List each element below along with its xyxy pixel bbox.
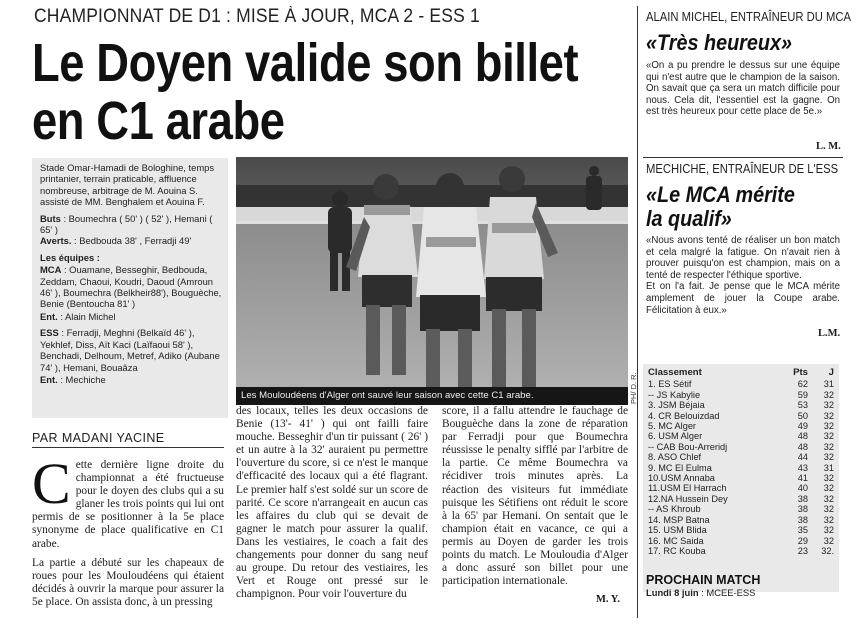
ess-players: : Ferradji, Meghni (Belkaïd 46' ), Yekhlef, Diss, Aït Kaci (Laïfaoui 58' ), Benchadi, Delhoum, Metref, Adiko (Aubane 74' ), Hemani, Bouaâza (40, 327, 220, 373)
team-played: 32 (823, 400, 834, 411)
table-row (648, 390, 834, 400)
table-row (648, 536, 834, 546)
dropcap: C (32, 451, 71, 516)
article-paragraph-4: score, il a fallu attendre le fauchage de Bouguèche dans la zone de réparation par Ferradji pour que Boumechra réussisse le penalty sifflé par l'arbitre de la partie. Ce même Boumechra va récidiver trois minutes après. La réaction des visiteurs fut immédiate puisque les Sétifiens ont réduit le score à la 65' par Hemani. On sentait que le champion était en vacance, ce qui a permis au Doyen de garder les trois points du match. Le Mouloudia d'Alger a donc assuré son billet pour une participation internationale. (442, 405, 628, 588)
kicker: CHAMPIONNAT DE D1 : MISE À JOUR, MCA 2 - ESS 1 (34, 6, 480, 27)
table-row (648, 411, 834, 421)
byline: PAR MADANI YACINE (32, 431, 165, 445)
table-row (648, 483, 834, 493)
mca-players: : Ouamane, Besseghir, Bedbouda, Zeddam, Chaoui, Koudri, Daoud (Amroun 46' ), Boumechra (Belkheir88'), Bouguèche, Benie (Bentoucha 81' ) (40, 264, 222, 310)
stadium-info: Stade Omar-Hamadi de Bologhine, temps printanier, terrain praticable, affluence nombreuse, arbitrage de M. Aouina S. assisté de MM. Benghalem et Aouina F. (40, 162, 215, 208)
mca-lineup (40, 264, 222, 310)
team-points: 38 (797, 493, 808, 504)
team-points: 48 (797, 441, 808, 452)
table-row (648, 421, 834, 431)
team-played: 32 (823, 389, 834, 400)
team-points: 35 (797, 525, 808, 536)
ess-label: ESS (40, 327, 59, 339)
team-name: 10.USM Annaba (648, 473, 715, 484)
table-row (648, 400, 834, 410)
team-played: 32 (823, 493, 834, 504)
headline-line-2: en C1 arabe (32, 91, 285, 151)
byline-rule (32, 447, 224, 448)
ess-coach-label: Ent. (40, 373, 58, 385)
table-row (648, 431, 834, 441)
team-points: 23 (797, 545, 808, 556)
team-points: 44 (797, 452, 808, 463)
photo-credit: PH/ D. R. (629, 372, 638, 404)
team-points: 48 (797, 431, 808, 442)
team-name: 17. RC Kouba (648, 545, 706, 556)
team-points: 62 (797, 379, 808, 390)
sidebar2-body-2: Et on l'a fait. Je pense que le MCA mérite amplement de jouer la Coupe arabe. Félicitation à eux.» (646, 281, 840, 316)
team-name: -- CAB Bou-Arreridj (648, 441, 728, 452)
team-played: 32 (823, 410, 834, 421)
team-points: 29 (797, 535, 808, 546)
sidebar2-signature: L.M. (818, 328, 841, 339)
sidebar1-lead: ALAIN MICHEL, ENTRAÎNEUR DU MCA (646, 10, 852, 24)
team-name: 8. ASO Chlef (648, 452, 702, 463)
sidebar1-quote: «Très heureux» (646, 30, 793, 55)
article-paragraph-1-text: ette dernière ligne droite du championnat a été fructueuse pour le doyen des clubs qui a su glaner les trois points qui lui ont permis de se positionner à la 5e place synonyme de place qualificative en C1 arabe. (32, 459, 224, 550)
headline (32, 33, 579, 151)
standings-header-club: Classement (648, 367, 702, 378)
sidebar1-body: «On a pu prendre le dessus sur une équipe qui n'est autre que le champion de la saison. On savait que ça sera un match difficile pour nous. Cela dit, l'essentiel est la gagne. On est très heureux pour cette place de 5e.» (646, 60, 840, 118)
match-photo (236, 157, 628, 405)
warnings-text: : Bedbouda 38' , Ferradji 49' (71, 235, 192, 247)
standings-header-j: J (828, 367, 834, 378)
match-info-box (32, 158, 228, 418)
table-row (648, 379, 834, 389)
team-played: 32 (823, 473, 834, 484)
team-points: 41 (797, 473, 808, 484)
team-played: 32 (823, 504, 834, 515)
team-played: 32 (823, 514, 834, 525)
table-row (648, 494, 834, 504)
team-points: 40 (797, 483, 808, 494)
players-celebrating-image (236, 157, 628, 405)
mca-coach (40, 311, 222, 322)
ess-coach-name: : Mechiche (57, 373, 106, 385)
teams-heading (40, 252, 222, 263)
goals-text: : Boumechra ( 50' ) ( 52' ), Hemani ( 65' ) (40, 212, 213, 236)
team-points: 59 (797, 389, 808, 400)
team-played: 32. (821, 545, 834, 556)
table-row (648, 463, 834, 473)
table-row (648, 442, 834, 452)
team-name: 16. MC Saida (648, 535, 704, 546)
article-signature: M. Y. (596, 594, 621, 605)
mca-coach-name: : Alain Michel (57, 310, 116, 322)
team-name: 12.NA Hussein Dey (648, 493, 728, 504)
table-row (648, 546, 834, 556)
team-name: 14. MSP Batna (648, 514, 710, 525)
team-name: 6. USM Alger (648, 431, 703, 442)
photo-caption: Les Mouloudéens d'Alger ont sauvé leur saison avec cette C1 arabe. (236, 387, 628, 405)
team-name: -- JS Kabylie (648, 389, 701, 400)
table-row (648, 525, 834, 535)
standings-header-pts: Pts (793, 367, 808, 378)
next-match-title: PROCHAIN MATCH (646, 573, 761, 587)
team-name: 11.USM El Harrach (648, 483, 727, 494)
team-points: 43 (797, 462, 808, 473)
team-played: 32 (823, 525, 834, 536)
table-row (648, 473, 834, 483)
article-column-1 (32, 451, 224, 615)
sidebar2-quote-line-1: «Le MCA mérite (646, 182, 795, 207)
ess-lineup (40, 327, 222, 373)
team-played: 32 (823, 441, 834, 452)
team-name: 5. MC Alger (648, 421, 696, 432)
next-match-date: Lundi 8 juin (646, 587, 699, 598)
teams-label: Les équipes : (40, 251, 100, 263)
team-played: 32 (823, 452, 834, 463)
table-row (648, 504, 834, 514)
column-divider (637, 6, 638, 618)
sidebar2-quote-line-2: la qualif» (646, 206, 732, 231)
table-row (648, 515, 834, 525)
team-points: 49 (797, 421, 808, 432)
article-paragraph-2: La partie a débuté sur les chapeaux de roues pour les Mouloudéens qui étaient décidés à ouvrir la marque pour assurer la 5e place. On assista donc, à un pressing (32, 556, 224, 608)
team-name: 9. MC El Eulma (648, 462, 712, 473)
sidebar2-quote (646, 183, 844, 231)
standings-table (643, 364, 839, 592)
team-points: 50 (797, 410, 808, 421)
article-paragraph-1 (32, 451, 224, 551)
sidebar2-body (646, 235, 840, 316)
table-row (648, 452, 834, 462)
sidebar2-body-1: «Nous avons tenté de réaliser un bon match et cela malgré la fatigue. On n'avait rien à prouver puisqu'on est champion, mais on a tenté de respecter l'éthique sportive. (646, 235, 840, 281)
next-match-teams: : MCEE-ESS (698, 587, 756, 598)
team-played: 31 (823, 462, 834, 473)
sidebar-divider (643, 157, 843, 158)
sidebar2-lead: MECHICHE, ENTRAÎNEUR DE L'ESS (646, 162, 839, 176)
team-points: 38 (797, 514, 808, 525)
team-played: 32 (823, 535, 834, 546)
team-name: 3. JSM Béjaia (648, 400, 705, 411)
team-name: 4. CR Belouizdad (648, 410, 720, 421)
article-column-3 (442, 405, 628, 605)
team-points: 38 (797, 504, 808, 515)
team-name: 1. ES Sétif (648, 379, 692, 390)
headline-line-1: Le Doyen valide son billet (32, 33, 579, 93)
mca-label: MCA (40, 264, 62, 276)
team-played: 32 (823, 421, 834, 432)
mca-coach-label: Ent. (40, 310, 58, 322)
team-played: 31 (823, 379, 834, 390)
team-points: 53 (797, 400, 808, 411)
team-played: 32 (823, 431, 834, 442)
ess-coach (40, 374, 222, 385)
goals-label: Buts (40, 212, 61, 224)
sidebar1-signature: L. M. (816, 141, 841, 152)
goals-info (40, 213, 222, 247)
team-name: 15. USM Blida (648, 525, 707, 536)
next-match-details (646, 587, 755, 598)
team-played: 32 (823, 483, 834, 494)
article-column-2 (236, 405, 428, 613)
team-name: -- AS Khroub (648, 504, 701, 515)
article-paragraph-3: des locaux, telles les deux occasions de Benie (13'- 41' ) qui ont failli faire mouche. Besseghir d'un tir puissant ( 26' ) et un autre à la 32' auraient pu permettre l'ouverture du score, si ce n'est le manque d'efficacité des locaux qui a été flagrant. Le premier half s'est soldé sur un score de parité. Ce score n'arrangeait en aucun cas les affaires du club qui se devait de gagner le match pour assurer la qualif. Dans les vestiaires, le coach a fait des changements pour donner du sang neuf au groupe. Du retour des vestiaires, les Vert et Rouge ont pressé sur le champignon. Pour voir l'ouverture du (236, 405, 428, 601)
standings-header-row (648, 368, 834, 379)
standings-grid (648, 368, 834, 556)
warnings-label: Averts. (40, 235, 72, 247)
